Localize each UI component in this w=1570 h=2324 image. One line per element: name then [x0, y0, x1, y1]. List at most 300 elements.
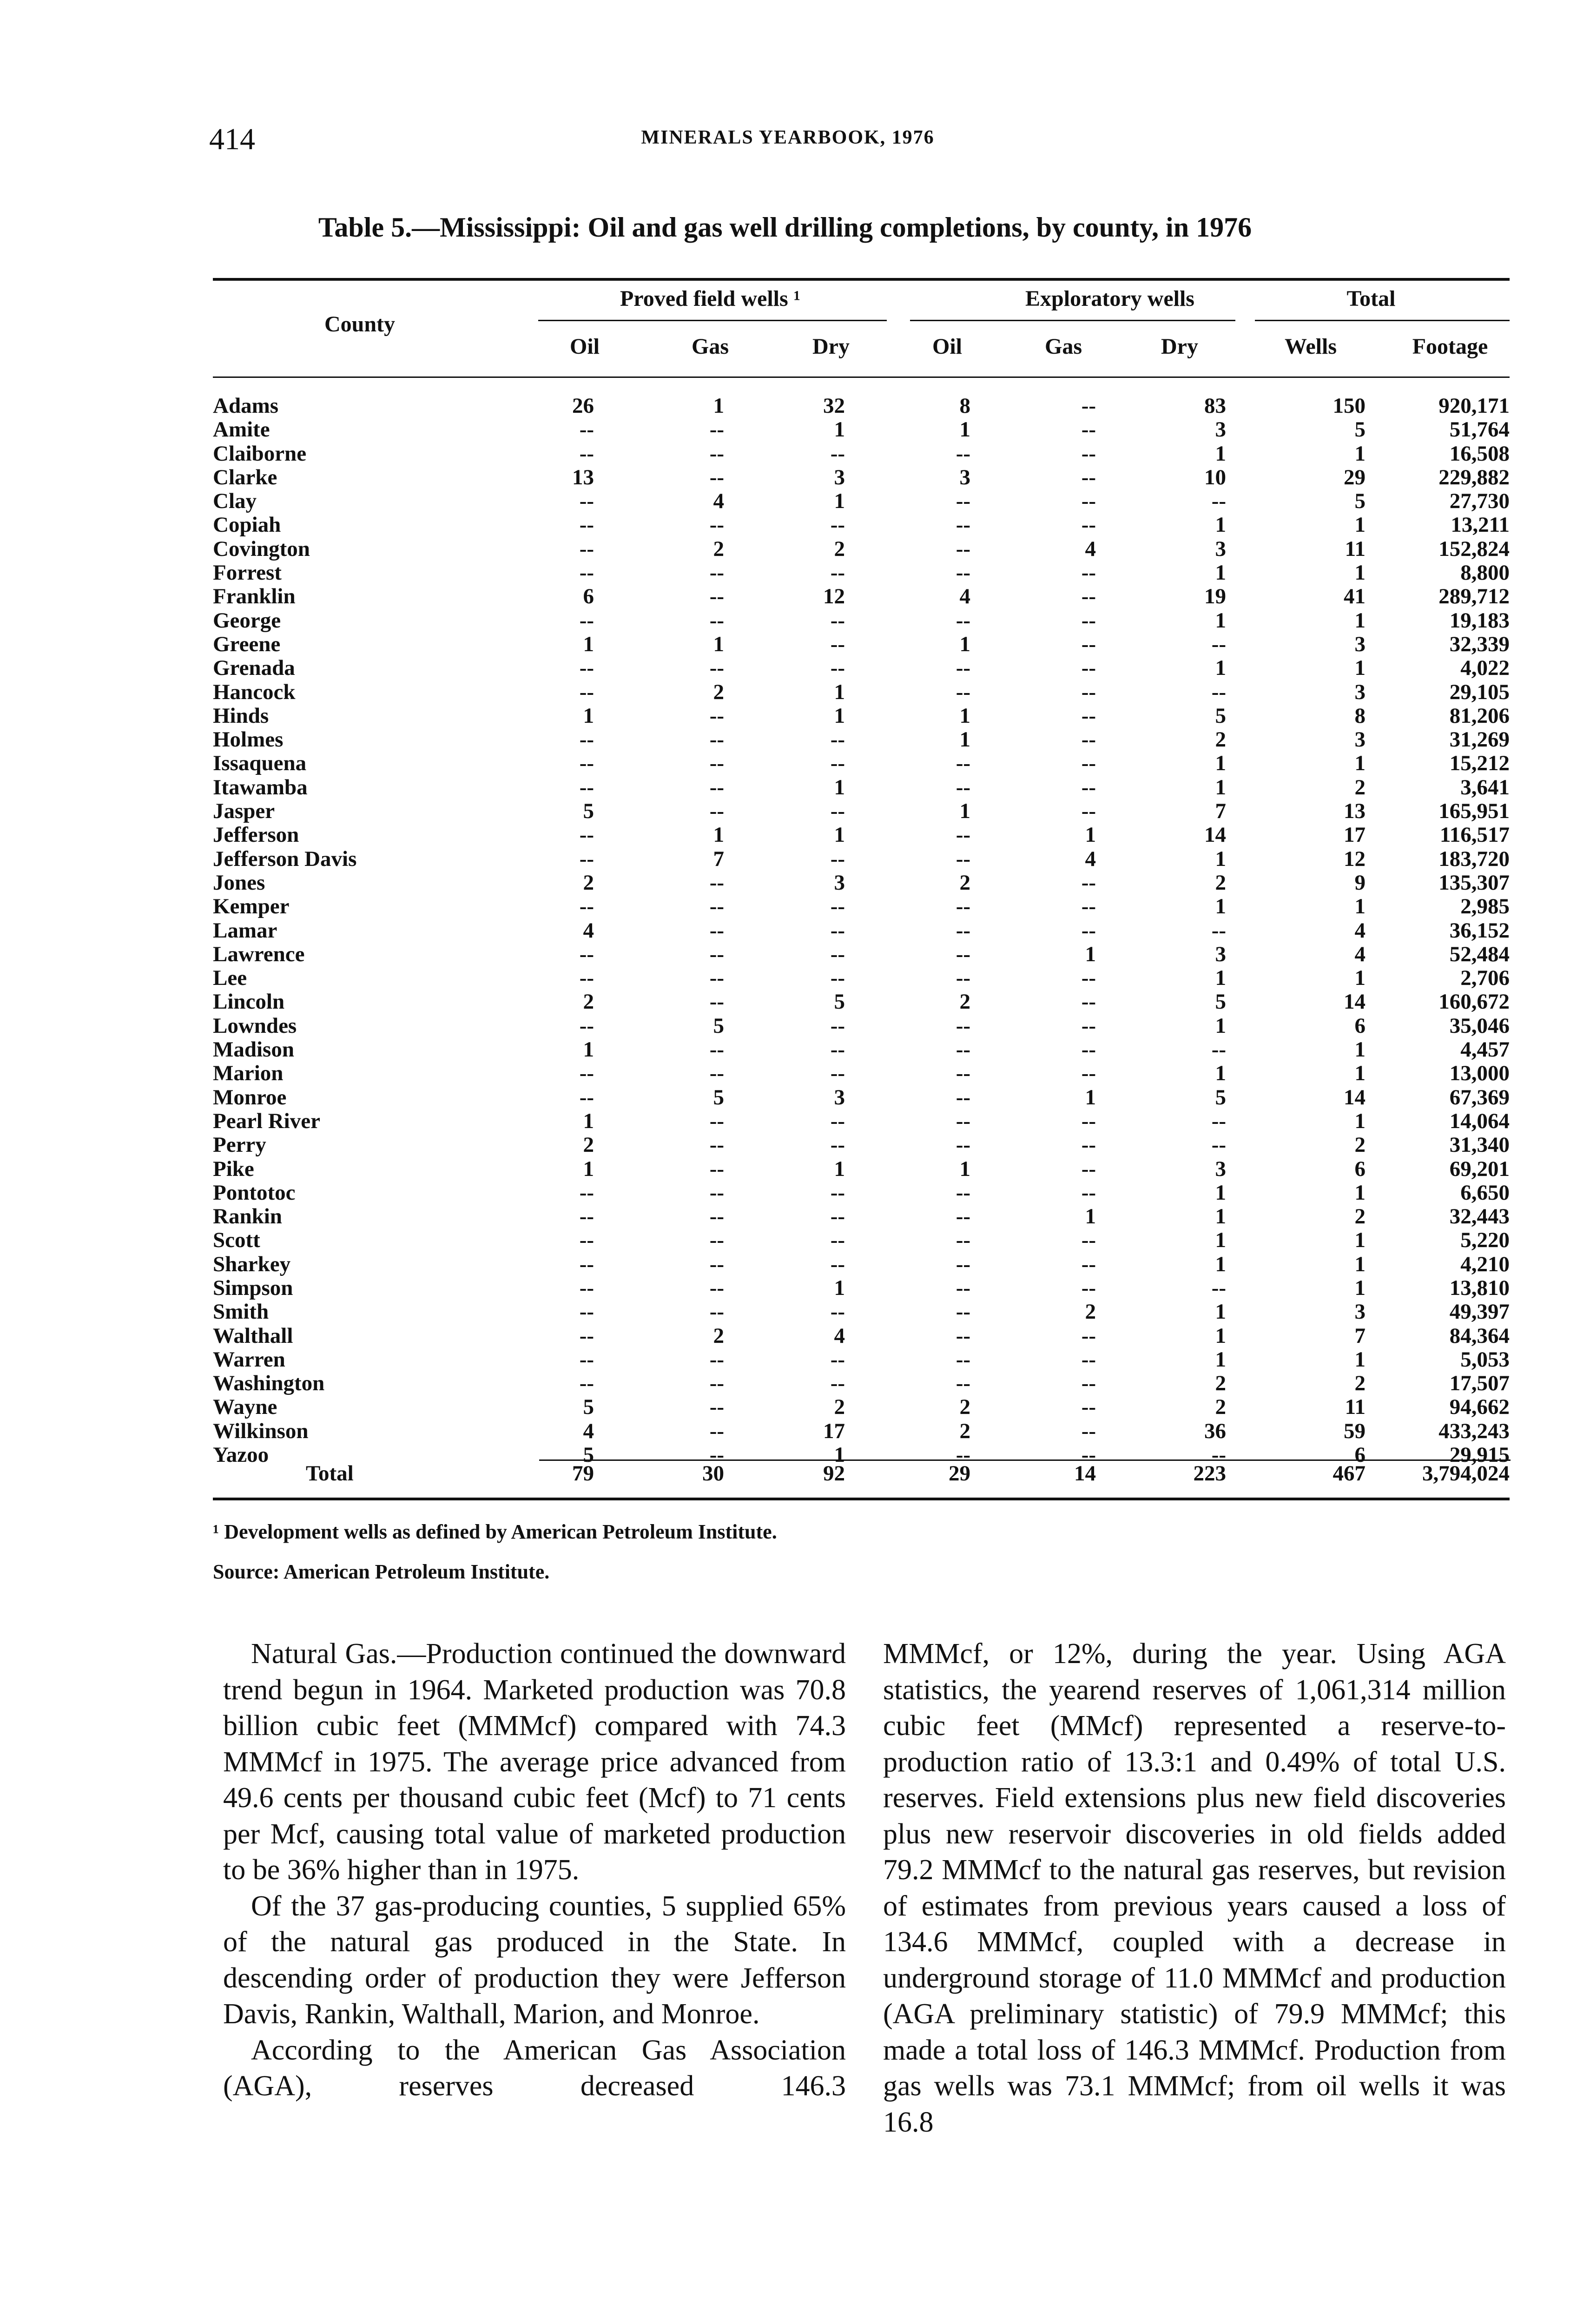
value-cell: 5	[713, 1013, 724, 1038]
county-cell: Wayne	[213, 1395, 277, 1419]
value-cell: 1	[1354, 1275, 1366, 1300]
value-cell: --	[1081, 417, 1096, 442]
value-cell: 1	[959, 1156, 970, 1181]
value-cell: 8,800	[1460, 561, 1510, 585]
value-cell: --	[956, 1180, 970, 1205]
value-cell: --	[709, 894, 724, 919]
value-cell: --	[579, 942, 594, 966]
value-cell: 5	[834, 990, 845, 1014]
value-cell: --	[830, 846, 845, 871]
value-cell: 32	[823, 394, 845, 418]
value-cell: 4	[1354, 942, 1366, 966]
value-cell: 1	[1215, 441, 1226, 466]
value-cell: 5,220	[1460, 1228, 1510, 1253]
value-cell: --	[579, 846, 594, 871]
value-cell: --	[830, 1180, 845, 1205]
value-cell: --	[1081, 1443, 1096, 1467]
value-cell: --	[1081, 465, 1096, 489]
value-cell: --	[709, 1443, 724, 1467]
value-cell: --	[830, 751, 845, 776]
value-cell: 3	[1354, 680, 1366, 704]
value-cell: 2	[1215, 1395, 1226, 1419]
proved-wells-header: Proved field wells ¹	[620, 286, 801, 311]
value-cell: 1	[1354, 1347, 1366, 1372]
value-cell: --	[830, 727, 845, 752]
county-cell: Marion	[213, 1061, 284, 1086]
value-cell: --	[1081, 990, 1096, 1014]
value-cell: 92	[823, 1461, 845, 1486]
value-cell: 1	[834, 823, 845, 847]
county-cell: Pontotoc	[213, 1180, 296, 1205]
value-cell: --	[956, 1300, 970, 1324]
county-cell: Jasper	[213, 799, 275, 824]
value-cell: --	[579, 513, 594, 537]
county-cell: Sharkey	[213, 1252, 291, 1276]
table-row	[213, 1157, 1510, 1181]
value-cell: --	[956, 441, 970, 466]
value-cell: 13,810	[1449, 1275, 1510, 1300]
value-cell: 1	[1354, 441, 1366, 466]
value-cell: --	[1081, 1061, 1096, 1086]
value-cell: 81,206	[1449, 703, 1510, 728]
table-row	[213, 776, 1510, 799]
value-cell: --	[1211, 1275, 1226, 1300]
paragraph	[223, 2033, 846, 2105]
value-cell: --	[830, 656, 845, 680]
value-cell: --	[709, 1228, 724, 1253]
value-cell: 3	[834, 465, 845, 489]
county-cell: Issaquena	[213, 751, 307, 776]
value-cell: --	[579, 1013, 594, 1038]
value-cell: 1	[1354, 1037, 1366, 1062]
value-cell: --	[956, 680, 970, 704]
value-cell: --	[830, 1228, 845, 1253]
value-cell: --	[1081, 1037, 1096, 1062]
value-cell: --	[830, 632, 845, 656]
value-cell: 14	[1344, 1085, 1366, 1109]
value-cell: --	[1081, 751, 1096, 776]
table-row	[213, 1276, 1510, 1300]
value-cell: --	[956, 1371, 970, 1396]
value-cell: --	[1081, 1347, 1096, 1372]
county-cell: Covington	[213, 536, 310, 561]
table-body	[213, 394, 1510, 1467]
value-cell: 1	[834, 680, 845, 704]
value-cell: --	[579, 966, 594, 990]
value-cell: 1	[1215, 846, 1226, 871]
value-cell: 3	[1354, 1300, 1366, 1324]
value-cell: 4	[959, 584, 970, 609]
value-cell: --	[956, 1443, 970, 1467]
value-cell: 3	[1354, 632, 1366, 656]
value-cell: --	[830, 1300, 845, 1324]
value-cell: 1	[713, 394, 724, 418]
table-row	[213, 1062, 1510, 1085]
county-cell: Holmes	[213, 727, 284, 752]
value-cell: 1	[1354, 1252, 1366, 1276]
value-cell: --	[709, 1109, 724, 1133]
table-row	[213, 1324, 1510, 1348]
value-cell: --	[709, 942, 724, 966]
county-cell: Lee	[213, 966, 247, 990]
table-row	[213, 1181, 1510, 1205]
value-cell: 1	[1215, 775, 1226, 799]
value-cell: --	[709, 1037, 724, 1062]
table-row	[213, 728, 1510, 752]
value-cell: 1	[1354, 1109, 1366, 1133]
county-cell: Pike	[213, 1156, 254, 1181]
value-cell: 2	[1215, 870, 1226, 895]
value-cell: 4	[1085, 846, 1096, 871]
value-cell: --	[1081, 680, 1096, 704]
value-cell: --	[956, 1013, 970, 1038]
value-cell: 1	[583, 632, 594, 656]
value-cell: --	[709, 918, 724, 943]
total-row	[213, 1462, 1510, 1486]
value-cell: 67,369	[1449, 1085, 1510, 1109]
value-cell: --	[579, 775, 594, 799]
county-cell: Walthall	[213, 1323, 293, 1348]
value-cell: --	[956, 561, 970, 585]
value-cell: 160,672	[1438, 990, 1510, 1014]
value-cell: --	[579, 1204, 594, 1229]
value-cell: 1	[1354, 894, 1366, 919]
value-cell: --	[830, 799, 845, 824]
table-row	[213, 1300, 1510, 1324]
table-row	[213, 966, 1510, 990]
value-cell: --	[579, 1347, 594, 1372]
value-cell: 1	[1215, 1323, 1226, 1348]
value-cell: 1	[1215, 1180, 1226, 1205]
table-row	[213, 537, 1510, 561]
value-cell: --	[1081, 632, 1096, 656]
county-cell: Simpson	[213, 1275, 293, 1300]
county-cell: Monroe	[213, 1085, 287, 1109]
value-cell: 2	[1354, 775, 1366, 799]
value-cell: 84,364	[1449, 1323, 1510, 1348]
value-cell: --	[579, 1061, 594, 1086]
value-cell: --	[709, 513, 724, 537]
table-row	[213, 1395, 1510, 1419]
value-cell: --	[1081, 703, 1096, 728]
value-cell: 1	[1354, 751, 1366, 776]
table-row	[213, 1228, 1510, 1252]
value-cell: 2	[713, 536, 724, 561]
value-cell: --	[830, 1347, 845, 1372]
total-table-row	[213, 1462, 1510, 1486]
paragraph-text: Of the 37 gas-producing counties, 5 supplied 65% of the natural gas produced in the State. In descending order of production they were Jefferson Davis, Rankin, Walthall, Marion, and Monroe.	[223, 1890, 846, 2030]
value-cell: --	[830, 1133, 845, 1157]
value-cell: 6	[1354, 1156, 1366, 1181]
value-cell: 1	[1354, 608, 1366, 633]
county-cell: Lincoln	[213, 990, 285, 1014]
value-cell: --	[579, 656, 594, 680]
table-row	[213, 823, 1510, 847]
value-cell: 1	[1085, 823, 1096, 847]
table-row	[213, 1038, 1510, 1062]
value-cell: 1	[1354, 1180, 1366, 1205]
value-cell: --	[709, 1133, 724, 1157]
county-cell: Clay	[213, 489, 257, 514]
value-cell: --	[579, 1371, 594, 1396]
value-cell: 1	[583, 703, 594, 728]
value-cell: --	[956, 536, 970, 561]
county-cell: Jones	[213, 870, 265, 895]
value-cell: 69,201	[1449, 1156, 1510, 1181]
value-cell: --	[830, 942, 845, 966]
left-text-column	[223, 1636, 846, 2105]
sub-header: Dry	[1161, 334, 1198, 359]
value-cell: 14	[1204, 823, 1226, 847]
value-cell: 13	[1344, 799, 1366, 824]
table-bottom-rule	[213, 1498, 1510, 1500]
value-cell: --	[956, 751, 970, 776]
county-cell: Smith	[213, 1300, 269, 1324]
value-cell: --	[709, 608, 724, 633]
value-cell: 1	[1354, 1228, 1366, 1253]
value-cell: 1	[713, 823, 724, 847]
value-cell: --	[1081, 1133, 1096, 1157]
table-row	[213, 1253, 1510, 1276]
value-cell: 6	[1354, 1443, 1366, 1467]
value-cell: --	[579, 894, 594, 919]
value-cell: 5	[583, 1443, 594, 1467]
value-cell: 15,212	[1449, 751, 1510, 776]
exploratory-wells-header: Exploratory wells	[1025, 286, 1194, 311]
value-cell: --	[1081, 1252, 1096, 1276]
value-cell: 2,985	[1460, 894, 1510, 919]
value-cell: 49,397	[1449, 1300, 1510, 1324]
value-cell: --	[709, 561, 724, 585]
paragraph	[223, 1888, 846, 2033]
table-title: Table 5.—Mississippi: Oil and gas well drilling completions, by county, in 1976	[318, 212, 1252, 243]
exploratory-header-rule	[910, 320, 1235, 321]
value-cell: 289,712	[1438, 584, 1510, 609]
value-cell: --	[579, 561, 594, 585]
value-cell: --	[709, 441, 724, 466]
value-cell: 1	[1215, 1013, 1226, 1038]
value-cell: 17,507	[1449, 1371, 1510, 1396]
value-cell: --	[709, 1061, 724, 1086]
table-row	[213, 418, 1510, 442]
value-cell: --	[956, 1275, 970, 1300]
table-row	[213, 799, 1510, 823]
value-cell: 14	[1344, 990, 1366, 1014]
value-cell: 4	[1085, 536, 1096, 561]
value-cell: 13,211	[1451, 513, 1510, 537]
value-cell: 17	[823, 1419, 845, 1443]
value-cell: --	[1081, 561, 1096, 585]
value-cell: 1	[1215, 513, 1226, 537]
value-cell: 6	[583, 584, 594, 609]
table-row	[213, 656, 1510, 680]
value-cell: 1	[1215, 561, 1226, 585]
value-cell: 29	[949, 1461, 970, 1486]
county-cell: Grenada	[213, 656, 295, 680]
value-cell: 1	[834, 417, 845, 442]
county-cell: Washington	[213, 1371, 325, 1396]
value-cell: 4	[834, 1323, 845, 1348]
value-cell: 1	[1215, 656, 1226, 680]
value-cell: 1	[959, 727, 970, 752]
paragraph-text: MMMcf, or 12%, during the year. Using AGA statistics, the yearend reserves of 1,061,314 million cubic feet (MMcf) represented a reserve-to-production ratio of 13.3:1 and 0.49% of total U.S. reserves. Field extensions plus new field discoveries plus new reservoir discoveries in old fields added 79.2 MMMcf to the natural gas reserves, but revision of estimates from previous years caused a loss of 134.6 MMMcf, coupled with a decrease in underground storage of 11.0 MMMcf and production (AGA preliminary statistic) of 79.9 MMMcf; this made a total loss of 146.3 MMMcf. Production from gas wells was 73.1 MMMcf; from oil wells it was 16.8	[883, 1638, 1506, 2138]
paragraph-text: Natural Gas.—Production continued the downward trend begun in 1964. Marketed production was 70.8 billion cubic feet (MMMcf) compared with 74.3 MMMcf in 1975. The average price advanced from 49.6 cents per thousand cubic feet (Mcf) to 71 cents per Mcf, causing total value of marketed production to be 36% higher than in 1975.	[223, 1638, 846, 1886]
value-cell: 11	[1345, 1395, 1366, 1419]
value-cell: 52,484	[1449, 942, 1510, 966]
value-cell: 2	[1354, 1133, 1366, 1157]
value-cell: --	[709, 1156, 724, 1181]
value-cell: --	[830, 441, 845, 466]
value-cell: 2	[1085, 1300, 1096, 1324]
header-bottom-rule	[213, 376, 1510, 378]
value-cell: 2	[1354, 1204, 1366, 1229]
value-cell: --	[956, 1323, 970, 1348]
value-cell: 2	[1215, 1371, 1226, 1396]
value-cell: --	[956, 656, 970, 680]
county-cell: Lawrence	[213, 942, 305, 966]
value-cell: --	[709, 584, 724, 609]
value-cell: 3	[1354, 727, 1366, 752]
sub-header: Gas	[1044, 334, 1082, 359]
county-cell: Madison	[213, 1037, 294, 1062]
value-cell: 4	[713, 489, 724, 514]
value-cell: 1	[1215, 1252, 1226, 1276]
value-cell: --	[709, 966, 724, 990]
sub-header: Oil	[569, 334, 600, 359]
value-cell: 7	[713, 846, 724, 871]
value-cell: --	[956, 1204, 970, 1229]
value-cell: --	[830, 966, 845, 990]
value-cell: 5	[1354, 489, 1366, 514]
county-cell: Itawamba	[213, 775, 308, 799]
value-cell: --	[956, 846, 970, 871]
value-cell: --	[830, 513, 845, 537]
county-cell: Yazoo	[213, 1443, 269, 1467]
value-cell: 1	[1354, 513, 1366, 537]
value-cell: 1	[834, 1443, 845, 1467]
value-cell: --	[956, 1061, 970, 1086]
value-cell: 4,457	[1460, 1037, 1510, 1062]
value-cell: 1	[713, 632, 724, 656]
value-cell: 1	[834, 775, 845, 799]
table-row	[213, 847, 1510, 871]
table-row	[213, 990, 1510, 1014]
table-row	[213, 895, 1510, 918]
value-cell: --	[1211, 489, 1226, 514]
value-cell: --	[956, 1252, 970, 1276]
value-cell: --	[1081, 1371, 1096, 1396]
value-cell: 7	[1354, 1323, 1366, 1348]
value-cell: 31,340	[1449, 1133, 1510, 1157]
value-cell: 2,706	[1460, 966, 1510, 990]
table-row	[213, 394, 1510, 418]
value-cell: --	[956, 608, 970, 633]
value-cell: 2	[1215, 727, 1226, 752]
value-cell: 1	[1354, 656, 1366, 680]
value-cell: --	[579, 751, 594, 776]
value-cell: --	[709, 799, 724, 824]
value-cell: --	[956, 489, 970, 514]
value-cell: --	[579, 441, 594, 466]
value-cell: --	[1081, 775, 1096, 799]
table-row	[213, 609, 1510, 633]
value-cell: --	[1081, 656, 1096, 680]
paragraph	[223, 1636, 846, 1888]
value-cell: --	[1081, 1395, 1096, 1419]
value-cell: --	[1211, 680, 1226, 704]
value-cell: 19	[1204, 584, 1226, 609]
table-row	[213, 442, 1510, 466]
table-row	[213, 871, 1510, 895]
value-cell: 2	[834, 1395, 845, 1419]
value-cell: 2	[834, 536, 845, 561]
total-top-rule	[539, 1459, 1511, 1461]
value-cell: 6,650	[1460, 1180, 1510, 1205]
value-cell: --	[956, 1109, 970, 1133]
value-cell: --	[830, 1061, 845, 1086]
value-cell: 1	[834, 489, 845, 514]
value-cell: 29,915	[1449, 1443, 1510, 1467]
value-cell: 14	[1074, 1461, 1096, 1486]
value-cell: --	[1081, 918, 1096, 943]
value-cell: --	[1081, 584, 1096, 609]
value-cell: 2	[583, 870, 594, 895]
value-cell: --	[956, 894, 970, 919]
value-cell: --	[579, 1275, 594, 1300]
value-cell: --	[709, 1300, 724, 1324]
value-cell: 1	[1215, 894, 1226, 919]
proved-header-rule	[538, 320, 887, 321]
county-cell: Lamar	[213, 918, 277, 943]
table-row	[213, 919, 1510, 943]
value-cell: 1	[1085, 1085, 1096, 1109]
value-cell: --	[1211, 1133, 1226, 1157]
table-row	[213, 1419, 1510, 1443]
value-cell: --	[956, 1085, 970, 1109]
value-cell: 12	[1344, 846, 1366, 871]
value-cell: --	[1081, 489, 1096, 514]
table-row	[213, 1109, 1510, 1133]
value-cell: --	[1081, 1109, 1096, 1133]
value-cell: 467	[1333, 1461, 1366, 1486]
table-row	[213, 1348, 1510, 1372]
value-cell: 2	[959, 1419, 970, 1443]
value-cell: --	[1081, 966, 1096, 990]
value-cell: --	[1081, 513, 1096, 537]
value-cell: 1	[834, 1275, 845, 1300]
sub-header: Oil	[932, 334, 962, 359]
value-cell: --	[956, 1347, 970, 1372]
value-cell: --	[830, 1204, 845, 1229]
value-cell: --	[709, 703, 724, 728]
county-cell: Rankin	[213, 1204, 282, 1229]
value-cell: 3	[834, 870, 845, 895]
value-cell: 1	[583, 1109, 594, 1133]
value-cell: --	[579, 1085, 594, 1109]
value-cell: 4	[1354, 918, 1366, 943]
value-cell: 16,508	[1449, 441, 1510, 466]
right-text-column	[883, 1636, 1506, 2140]
value-cell: 3,641	[1460, 775, 1510, 799]
value-cell: --	[579, 608, 594, 633]
page-header	[209, 122, 1477, 159]
table-row	[213, 1372, 1510, 1395]
value-cell: --	[709, 1204, 724, 1229]
value-cell: --	[709, 465, 724, 489]
table-row	[213, 943, 1510, 966]
value-cell: 3	[1215, 942, 1226, 966]
value-cell: 12	[823, 584, 845, 609]
